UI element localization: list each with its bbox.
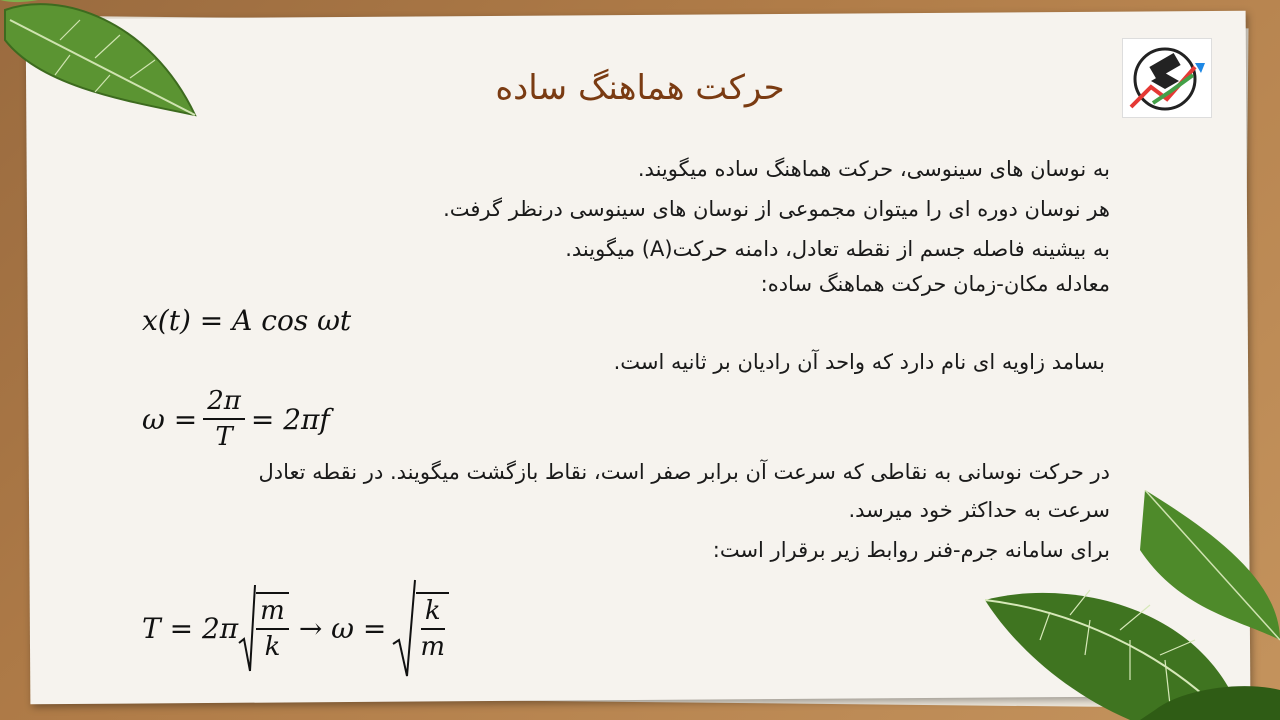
- text-line-3: به بیشینه فاصله جسم از نقطه تعادل، دامنه حرکت(A) میگویند.: [565, 237, 1110, 261]
- text-line-2: هر نوسان دوره ای را میتوان مجموعی از نوسان های سینوسی درنظر گرفت.: [443, 197, 1110, 221]
- turning-points-line-1: در حرکت نوسانی به نقاطی که سرعت آن برابر صفر است، نقاط بازگشت میگویند. در نقطه تعادل: [258, 460, 1110, 484]
- omega-description: بسامد زاویه ای نام دارد که واحد آن رادیان بر ثانیه است.: [613, 350, 1105, 374]
- eq3-denominator-2: m: [420, 632, 446, 662]
- sqrt-sign-icon: [238, 583, 256, 673]
- eq3-fraction-2: [416, 592, 449, 664]
- eq3-fraction-1: [256, 592, 289, 664]
- eq2-lhs: ω =: [142, 402, 198, 436]
- mass-spring-line: برای سامانه جرم-فنر روابط زیر برقرار است:: [712, 538, 1110, 562]
- eq3-lhs: T = 2π: [142, 611, 239, 645]
- equation-position-time: x(t) = A cos ωt: [142, 304, 352, 337]
- logo: [1122, 38, 1212, 118]
- eq2-fraction: [203, 384, 245, 454]
- eq3-numerator-2: k: [421, 594, 445, 630]
- equation-mass-spring: [142, 578, 455, 678]
- turning-points-line-2: سرعت به حداکثر خود میرسد.: [848, 498, 1110, 522]
- eq2-denominator: T: [215, 422, 233, 452]
- eq3-denominator-1: k: [264, 632, 281, 662]
- eq2-numerator: 2π: [203, 384, 245, 420]
- text-line-4: معادله مکان-زمان حرکت هماهنگ ساده:: [760, 272, 1110, 296]
- eq3-arrow: → ω =: [298, 611, 387, 645]
- logo-emblem-icon: [1123, 39, 1211, 117]
- equation-angular-frequency: [142, 384, 330, 454]
- slide-title: حرکت هماهنگ ساده: [495, 68, 785, 108]
- leaf-top-left-icon: [0, 0, 200, 120]
- eq2-rhs: = 2πf: [250, 402, 330, 436]
- text-line-1: به نوسان های سینوسی، حرکت هماهنگ ساده میگویند.: [637, 157, 1110, 181]
- leaf-bottom-right-icon: [980, 490, 1280, 720]
- sqrt-sign-icon: [392, 578, 416, 678]
- eq3-numerator-1: m: [256, 594, 289, 630]
